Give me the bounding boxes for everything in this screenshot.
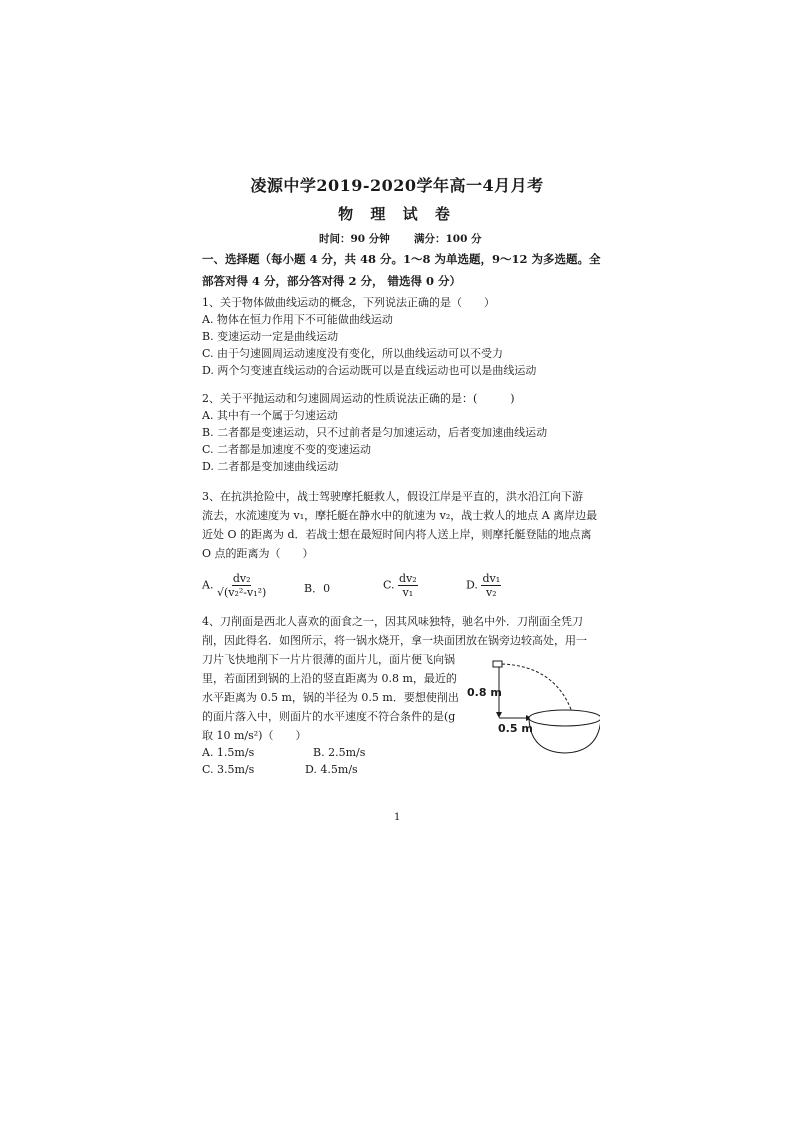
q4-height-label: 0.8 m	[467, 686, 502, 699]
q4-line1: 4、刀削面是西北人喜欢的面食之一，因其风味独特，驰名中外．刀削面全凭刀	[202, 615, 583, 628]
q2-option-c: C. 二者都是加速度不变的变速运动	[202, 443, 372, 456]
exam-subtitle: 物 理 试 卷	[338, 205, 456, 223]
q1-option-b: B. 变速运动一定是曲线运动	[202, 330, 339, 343]
q3-line1: 3、在抗洪抢险中，战士驾驶摩托艇救人，假设江岸是平直的，洪水沿江向下游	[202, 490, 583, 503]
q3-option-a-fraction	[217, 572, 266, 599]
q1-option-c: C. 由于匀速圆周运动速度没有变化，所以曲线运动可以不受力	[202, 347, 504, 360]
q3-line3: 近处 O 的距离为 d．若战士想在最短时间内将人送上岸，则摩托艇登陆的地点离	[202, 528, 592, 541]
trajectory-curve	[502, 664, 572, 712]
q3-option-d-numerator: dv₁	[482, 572, 501, 585]
q3-line2: 流去，水流速度为 v₁，摩托艇在静水中的航速为 v₂，战士救人的地点 A 离岸边最	[202, 509, 598, 522]
q1-option-d: D. 两个匀变速直线运动的合运动既可以是直线运动也可以是曲线运动	[202, 364, 537, 377]
q3-option-c-fraction	[398, 572, 418, 599]
section-heading-line1: 一、选择题（每小题 4 分，共 48 分。1～8 为单选题，9～12 为多选题。全	[202, 252, 601, 266]
q4-line2: 削，因此得名．如图所示，将一锅水烧开，拿一块面团放在锅旁边较高处，用一	[202, 634, 587, 647]
bowl-rim	[529, 710, 600, 726]
q3-option-d-denominator: v₂	[485, 586, 497, 599]
q3-option-a	[202, 572, 266, 599]
exam-time: 时间：90 分钟	[319, 233, 390, 245]
q4-line5: 水平距离为 0.5 m，锅的半径为 0.5 m．要想使削出	[202, 691, 459, 704]
page-number: 1	[394, 812, 401, 823]
q4-diagram	[460, 652, 600, 762]
q4-option-a: A. 1.5m/s	[202, 746, 255, 759]
q4-line3: 刀片飞快地削下一片片很薄的面片儿，面片便飞向锅	[202, 653, 455, 666]
exam-score: 满分：100 分	[414, 233, 482, 245]
q3-option-d-label: D.	[466, 578, 478, 592]
q1-option-a: A. 物体在恒力作用下不可能做曲线运动	[202, 313, 393, 326]
q2-option-a: A. 其中有一个属于匀速运动	[202, 409, 338, 422]
q2-stem: 2、关于平抛运动和匀速圆周运动的性质说法正确的是：( )	[202, 392, 515, 405]
q3-option-c-label: C.	[383, 578, 395, 592]
dough-block	[493, 661, 502, 667]
q4-line6: 的面片落入中，则面片的水平速度不符合条件的是(g	[202, 710, 456, 723]
q3-option-c-denominator: v₁	[402, 586, 414, 599]
section-heading-line2: 部答对得 4 分，部分答对得 2 分， 错选得 0 分）	[202, 274, 462, 288]
q3-option-d	[466, 572, 501, 599]
q3-option-d-fraction	[481, 572, 501, 599]
q2-option-b: B. 二者都是变速运动，只不过前者是匀加速运动，后者变加速曲线运动	[202, 426, 548, 439]
q4-width-label: 0.5 m	[498, 722, 533, 735]
q4-option-d: D. 4.5m/s	[305, 763, 358, 776]
q3-option-b: B．0	[304, 582, 331, 595]
q4-option-c: C. 3.5m/s	[202, 763, 255, 776]
q4-line4: 里，若面团到锅的上沿的竖直距离为 0.8 m，最近的	[202, 672, 457, 685]
exam-title: 凌源中学2019-2020学年高一4月月考	[250, 176, 544, 195]
q3-option-c	[383, 572, 418, 599]
vertical-arrowhead	[496, 712, 502, 718]
q3-option-a-denominator: √(v₂²-v₁²)	[216, 586, 267, 599]
q1-stem: 1、关于物体做曲线运动的概念，下列说法正确的是（ ）	[202, 296, 495, 309]
q3-option-a-numerator: dv₂	[232, 572, 251, 585]
q4-line7: 取 10 m/s²)（ ）	[202, 729, 307, 742]
q3-option-c-numerator: dv₂	[399, 572, 417, 585]
q4-option-b: B. 2.5m/s	[313, 746, 366, 759]
q3-option-a-label: A.	[202, 578, 214, 592]
q3-line4: O 点的距离为（ ）	[202, 547, 314, 560]
q2-option-d: D. 二者都是变加速曲线运动	[202, 460, 339, 473]
